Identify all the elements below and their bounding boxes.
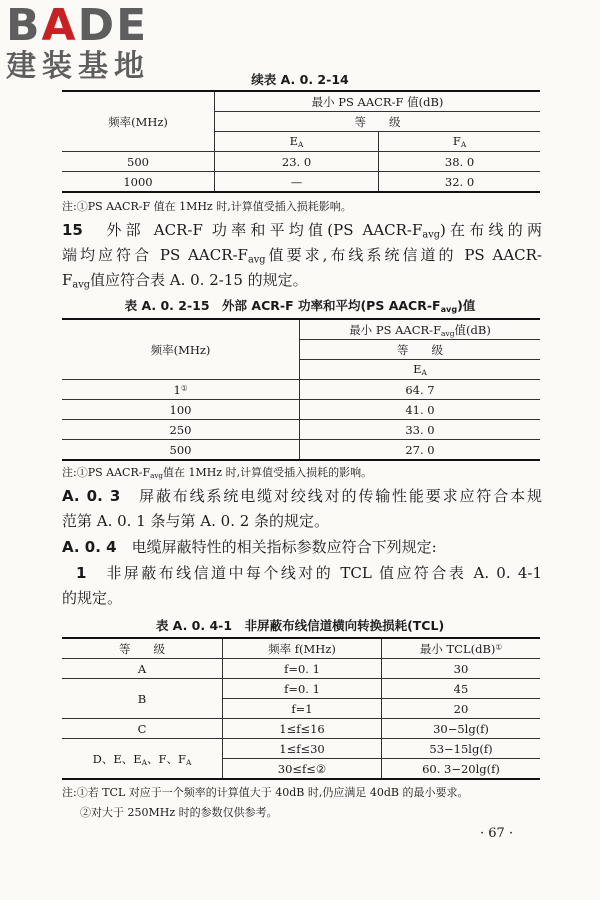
column-header: 等 级 (215, 112, 541, 132)
table-row (62, 152, 540, 172)
table-cell: 30 (382, 659, 541, 679)
logo-wordmark: BADE (6, 0, 149, 51)
table-cell: 64. 7 (300, 380, 541, 400)
table-cell: 500 (62, 440, 300, 461)
column-header: 等 级 (300, 340, 541, 360)
table-cell: 33. 0 (300, 420, 541, 440)
table-cell: 23. 0 (215, 152, 379, 172)
table-row (62, 659, 540, 679)
table-cell: 1① (62, 380, 300, 400)
item-1-line: 1 非屏蔽布线信道中每个线对的 TCL 值应符合表 A. 0. 4-1 (76, 564, 542, 582)
table-cell: 100 (62, 400, 300, 420)
aacr-f-table-continued (62, 90, 540, 193)
column-header: 频率(MHz) (62, 91, 215, 152)
column-header: $E_A$ (215, 132, 379, 152)
column-header: 频率 f(MHz) (223, 638, 382, 659)
table-cell: 27. 0 (300, 440, 541, 461)
table-cell: 250 (62, 420, 300, 440)
table-row (62, 719, 540, 739)
table-note: 注:①PS AACR-F 值在 1MHz 时,计算值受插入损耗影响。 (62, 200, 352, 213)
table-row (62, 679, 540, 699)
table-cell: 45 (382, 679, 541, 699)
table-cell: D、E、$E_A$、F、$F_A$ (62, 739, 223, 780)
column-header: 最小 PS AACR-$F_{avg}$值(dB) (300, 319, 541, 340)
table-cell: 38. 0 (379, 152, 540, 172)
clause-a03-line: A. 0. 3 屏蔽布线系统电缆对绞线对的传输性能要求应符合本规 (62, 487, 542, 505)
table-cell: f=0. 1 (223, 659, 382, 679)
column-header: 最小 PS AACR-F 值(dB) (215, 91, 541, 112)
table-cell: 30−5lg(f) (382, 719, 541, 739)
table-cell: f=1 (223, 699, 382, 719)
table-cell: 53−15lg(f) (382, 739, 541, 759)
table-cell: 1≤f≤16 (223, 719, 382, 739)
table-row (62, 400, 540, 420)
table-row (62, 420, 540, 440)
table-note: 注:①PS AACR-$F_{avg}$值在 1MHz 时,计算值受插入损耗的影响。 (62, 466, 373, 480)
table-cell: 1≤f≤30 (223, 739, 382, 759)
table-cell: 500 (62, 152, 215, 172)
column-header: $E_A$ (300, 360, 541, 380)
table-cell: 20 (382, 699, 541, 719)
table-note: ②对大于 250MHz 时的参数仅供参考。 (80, 806, 278, 819)
table-row (62, 380, 540, 400)
column-header: 等 级 (62, 638, 223, 659)
table-row (62, 440, 540, 461)
clause-a04: A. 0. 4 电缆屏蔽特性的相关指标参数应符合下列规定: (62, 538, 437, 556)
table-row (62, 172, 540, 193)
table-cell: B (62, 679, 223, 719)
table-caption: 续表 A. 0. 2-14 (251, 72, 349, 87)
item-1-line: 的规定。 (62, 589, 123, 607)
ps-aacr-f-avg-table (62, 318, 540, 461)
paragraph-15-line: $F_{avg}$值应符合表 A. 0. 2-15 的规定。 (62, 271, 308, 291)
clause-a03-line: 范第 A. 0. 1 条与第 A. 0. 2 条的规定。 (62, 512, 330, 530)
table-caption: 表 A. 0. 2-15 外部 ACR-F 功率和平均(PS AACR-$F_{avg}$)值 (124, 298, 476, 315)
table-cell: 30≤f≤② (223, 759, 382, 780)
table-cell: 41. 0 (300, 400, 541, 420)
table-cell: A (62, 659, 223, 679)
table-caption: 表 A. 0. 4-1 非屏蔽布线信道横向转换损耗(TCL) (155, 618, 445, 633)
column-header: $F_A$ (379, 132, 540, 152)
column-header: 最小 TCL(dB)① (382, 638, 541, 659)
table-cell: C (62, 719, 223, 739)
table-cell: 32. 0 (379, 172, 540, 193)
table-note: 注:①若 TCL 对应于一个频率的计算值大于 40dB 时,仍应满足 40dB 的最小要求。 (62, 786, 469, 799)
page-number: · 67 · (480, 826, 514, 841)
table-row (62, 739, 540, 759)
tcl-table (62, 637, 540, 780)
table-cell: 1000 (62, 172, 215, 193)
paragraph-15-line: 端均应符合 PS AACR-$F_{avg}$值要求,布线系统信道的 PS AACR- (62, 246, 542, 266)
table-cell: 60. 3−20lg(f) (382, 759, 541, 780)
column-header: 频率(MHz) (62, 319, 300, 380)
table-cell: — (215, 172, 379, 193)
table-cell: f=0. 1 (223, 679, 382, 699)
logo-subtitle: 建装基地 (6, 49, 150, 84)
paragraph-15-line: 15 外部 ACR-F 功率和平均值(PS AACR-$F_{avg}$)在布线的两 (62, 221, 542, 241)
